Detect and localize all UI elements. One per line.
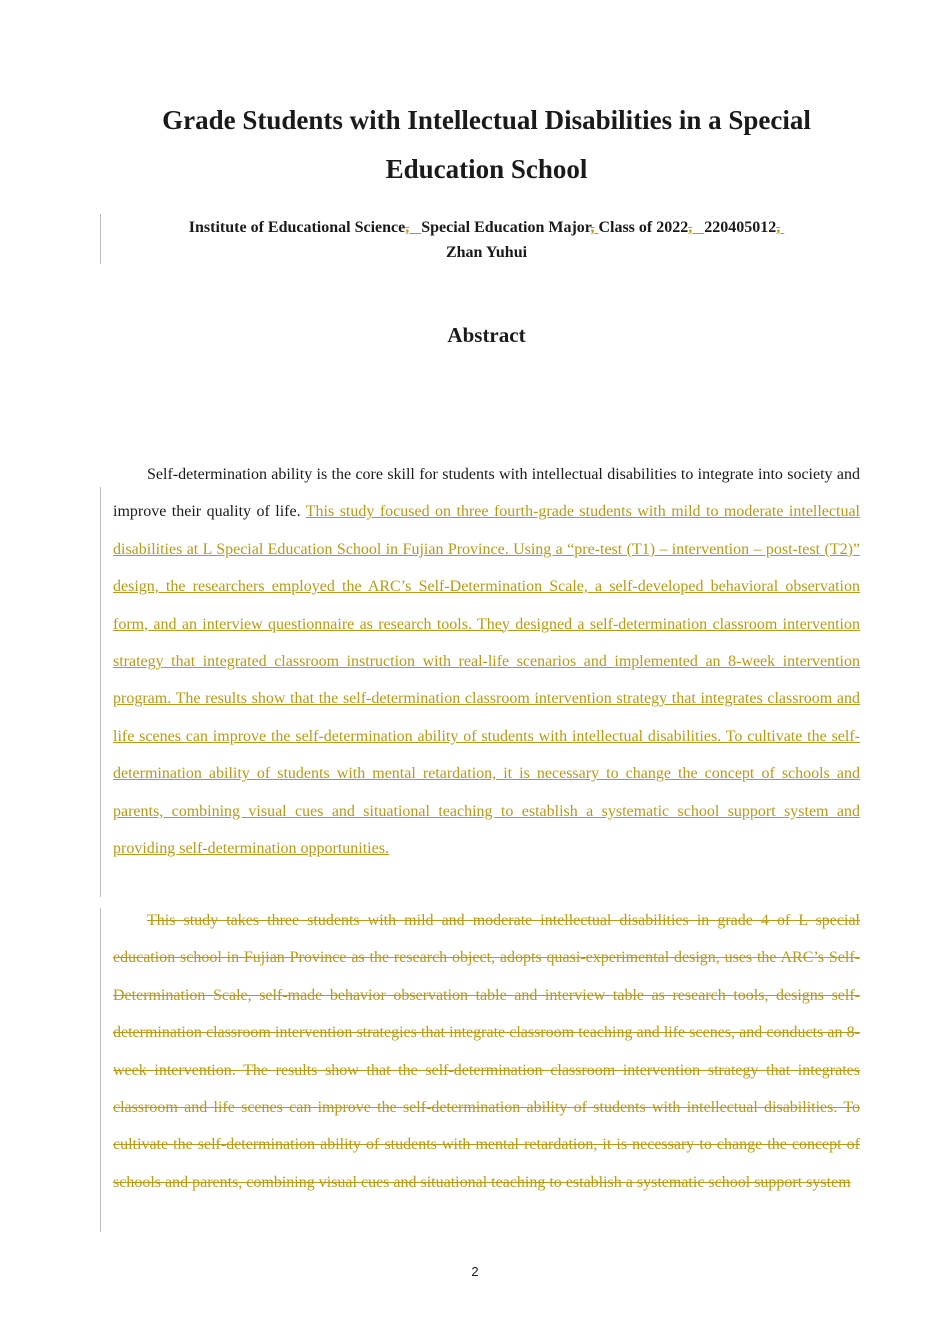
deleted-separator: ,	[776, 219, 781, 236]
abstract-paragraph	[113, 456, 860, 867]
author-line	[113, 215, 860, 265]
change-bar	[100, 487, 101, 897]
inserted-separator	[692, 219, 704, 236]
author-student-id: 220405012	[704, 219, 777, 236]
change-bar	[100, 214, 101, 264]
deleted-separator: ,	[405, 219, 410, 236]
document-title: Grade Students with Intellectual Disabilities in a Special Education School	[162, 105, 811, 184]
inserted-text: This study focused on three fourth-grade students with mild to moderate intellectual disabilities at L Special Education School in Fujian Province. Using a “pre-test (T1) – intervention – post-test (T2)” design, the researchers employed the ARC’s Self-Determination Scale, a self-developed behavioral observation form, and an interview questionnaire as research tools. They designed a self-determination classroom intervention strategy that integrated classroom instruction with real-life scenarios and implemented an 8-week intervention program. The results show that the self-determination classroom intervention strategy that integrates classroom and life scenes can improve the self-determination ability of students with intellectual disabilities. To cultivate the self-determination ability of students with mental retardation, it is necessary to change the concept of schools and parents, combining visual cues and situational teaching to establish a systematic school support system and providing self-determination opportunities.	[113, 503, 861, 858]
deleted-text: This study takes three students with mild and moderate intellectual disabilities in grade 4 of L special education school in Fujian Province as the research object, adopts quasi-experimental design, uses the ARC’s Self-Determination Scale, self-made behavior observation table and interview table as research tools, designs self-determination classroom intervention strategies that integrate classroom teaching and life scenes, and conducts an 8-week intervention. The results show that the self-determination classroom intervention strategy that integrates classroom and life scenes can improve the self-determination ability of students with intellectual disabilities. To cultivate the self-determination ability of students with mental retardation, it is necessary to change the concept of schools and parents, combining visual cues and situational teaching to establish a systematic school support system	[113, 912, 860, 1191]
deleted-separator: ,	[590, 219, 595, 236]
deleted-paragraph	[113, 902, 860, 1232]
inserted-separator	[409, 219, 421, 236]
change-bar	[100, 908, 101, 1232]
deleted-separator: ,	[688, 219, 693, 236]
abstract-heading: Abstract	[447, 323, 526, 347]
paragraph-text: Self-determination ability is the core skill for students with intellectual disabilities to integrate into society and improve their quality of life.	[113, 466, 860, 521]
author-name: Zhan Yuhui	[445, 244, 528, 261]
author-class: Class of 2022	[598, 219, 689, 236]
author-major: Special Education Major	[421, 219, 591, 236]
inserted-separator	[780, 219, 784, 236]
author-institute: Institute of Educational Science	[188, 219, 406, 236]
page-number: 2	[471, 1264, 479, 1279]
